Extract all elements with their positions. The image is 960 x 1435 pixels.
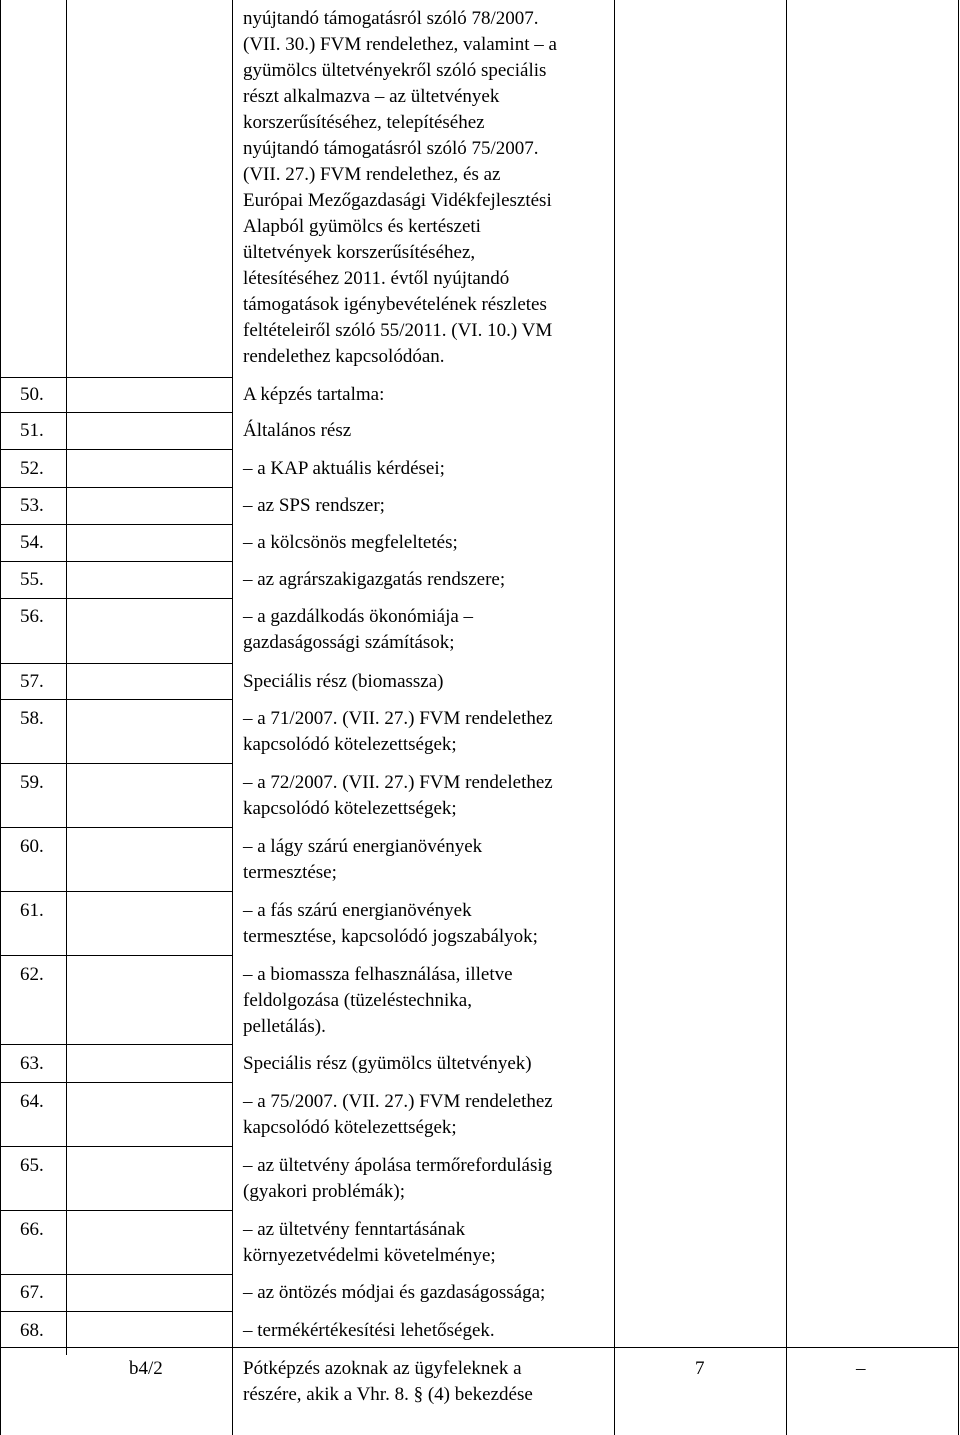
- table-row-separator-full: [0, 1347, 959, 1348]
- row-separator: [0, 561, 232, 562]
- row-text: – az ültetvény fenntartásának környezetvédelmi követelménye;: [243, 1219, 496, 1266]
- table-border-right: [958, 0, 959, 1435]
- row-text: – a lágy szárú energianövények termesztése;: [243, 836, 483, 883]
- row-text: – a 71/2007. (VII. 27.) FVM rendelethez kapcsolódó kötelezettségek;: [243, 708, 553, 755]
- row-hours: 7: [695, 1358, 705, 1379]
- row-number: 54.: [20, 532, 44, 553]
- row-separator: [0, 763, 232, 764]
- row-separator: [0, 891, 232, 892]
- row-number: 59.: [20, 772, 44, 793]
- row-separator: [0, 598, 232, 599]
- row-text: – az ültetvény ápolása termőrefordulásig (gyakori problémák);: [243, 1155, 553, 1202]
- row-separator: [0, 524, 232, 525]
- row-number: 56.: [20, 606, 44, 627]
- row-text: A képzés tartalma:: [243, 384, 385, 405]
- row-text: Speciális rész (gyümölcs ültetvények): [243, 1053, 532, 1074]
- row-text: – a gazdálkodás ökonómiája – gazdaságossági számítások;: [243, 606, 474, 653]
- row-number: 55.: [20, 569, 44, 590]
- row-separator: [0, 1146, 232, 1147]
- table-column-divider-2: [232, 0, 233, 1435]
- row-number: 51.: [20, 420, 44, 441]
- row-text: – az SPS rendszer;: [243, 495, 385, 516]
- intro-text: nyújtandó támogatásról szóló 78/2007. (VII. 30.) FVM rendelethez, valamint – a gyümölcs ültetvényekről szóló speciális részt alkalmazva – az ültetvények korszerűsítéséhez, telepítéséhez nyújtandó támogatásról szóló 75/2007. (VII. 27.) FVM rendelethez, és az Európai Mezőgazdasági Vidékfejlesztési Alapból gyümölcs és kertészeti ültetvények korszerűsítéséhez, létesítéséhez 2011. évtől nyújtandó támogatások igénybevételének részletes feltételeiről szóló 55/2011. (VI. 10.) VM rendelethez kapcsolódóan.: [243, 8, 557, 367]
- row-separator: [0, 1311, 232, 1312]
- table-column-divider-4: [786, 0, 787, 1435]
- row-number: 61.: [20, 900, 44, 921]
- row-text: – termékértékesítési lehetőségek.: [243, 1320, 495, 1341]
- row-number: 64.: [20, 1091, 44, 1112]
- row-text: – a biomassza felhasználása, illetve feldolgozása (tüzeléstechnika, pelletálás).: [243, 964, 513, 1037]
- row-separator: [0, 699, 232, 700]
- row-number: 52.: [20, 458, 44, 479]
- row-number: 65.: [20, 1155, 44, 1176]
- row-separator: [0, 1044, 232, 1045]
- row-separator: [0, 412, 232, 413]
- row-number: 66.: [20, 1219, 44, 1240]
- row-text: – a KAP aktuális kérdései;: [243, 458, 445, 479]
- row-number: 57.: [20, 671, 44, 692]
- row-text: – a 75/2007. (VII. 27.) FVM rendelethez kapcsolódó kötelezettségek;: [243, 1091, 553, 1138]
- row-dash: –: [856, 1358, 866, 1379]
- row-separator: [0, 377, 232, 378]
- row-number: 60.: [20, 836, 44, 857]
- row-text: – az agrárszakigazgatás rendszere;: [243, 569, 506, 590]
- row-text: Speciális rész (biomassza): [243, 671, 444, 692]
- row-number: 62.: [20, 964, 44, 985]
- row-text: – a 72/2007. (VII. 27.) FVM rendelethez kapcsolódó kötelezettségek;: [243, 772, 553, 819]
- row-code: b4/2: [129, 1358, 163, 1379]
- row-separator: [0, 1274, 232, 1275]
- row-number: 63.: [20, 1053, 44, 1074]
- table-column-divider-3: [614, 0, 615, 1435]
- row-separator: [0, 449, 232, 450]
- row-number: 53.: [20, 495, 44, 516]
- table-column-divider-1: [66, 0, 67, 1355]
- row-separator: [0, 827, 232, 828]
- row-separator: [0, 1210, 232, 1211]
- table-border-left: [0, 0, 1, 1435]
- row-text: – a fás szárú energianövények termesztése, kapcsolódó jogszabályok;: [243, 900, 538, 947]
- row-text: Általános rész: [243, 420, 352, 441]
- row-number: 68.: [20, 1320, 44, 1341]
- row-number: 50.: [20, 384, 44, 405]
- row-number: 67.: [20, 1282, 44, 1303]
- row-separator: [0, 487, 232, 488]
- row-text: – a kölcsönös megfeleltetés;: [243, 532, 458, 553]
- row-text: Pótképzés azoknak az ügyfeleknek a részére, akik a Vhr. 8. § (4) bekezdése: [243, 1358, 533, 1405]
- row-text: – az öntözés módjai és gazdaságossága;: [243, 1282, 546, 1303]
- row-number: 58.: [20, 708, 44, 729]
- row-separator: [0, 1082, 232, 1083]
- row-separator: [0, 663, 232, 664]
- row-separator: [0, 955, 232, 956]
